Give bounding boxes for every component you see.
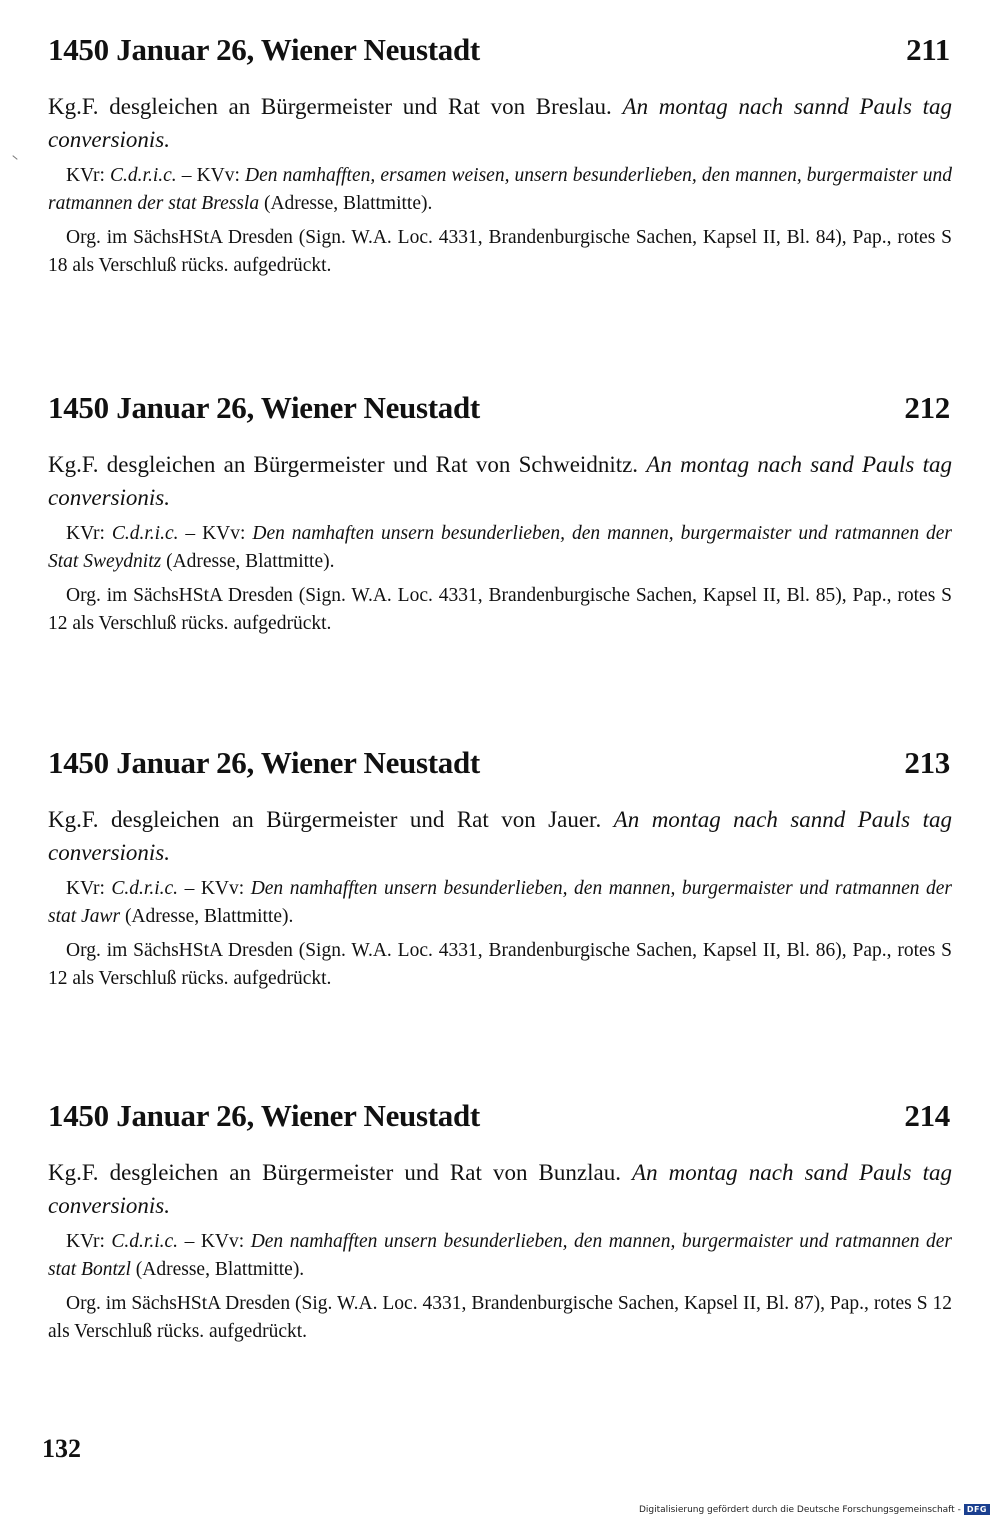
funding-footer [639,1504,990,1515]
entry-summary [48,90,952,156]
original-source: Org. im SächsHStA Dresden (Sign. W.A. Loc. 4331, Brandenburgische Sachen, Kapsel II, Bl. 85), Pap., rotes S 12 als Verschluß rücks. aufgedrückt. [48,585,952,634]
chancery-notes [48,1228,952,1284]
summary-date-formula: An montag nach sand Pauls tag conversionis. [48,1160,952,1218]
entry-number: 212 [904,390,950,425]
entry-date-place: 1450 Januar 26, Wiener Neustadt [48,1098,480,1133]
kvr-text: C.d.r.i.c. [111,523,179,544]
kvr-label: KVr: [66,165,111,186]
kvv-tail: (Adresse, Blattmitte). [130,1259,305,1280]
original-source: Org. im SächsHStA Dresden (Sig. W.A. Loc. 4331, Brandenburgische Sachen, Kapsel II, Bl. 87), Pap., rotes S 12 als Verschluß rücks. aufgedrückt. [48,1293,952,1342]
kvr-label: KVr: [66,1231,112,1252]
original-source: Org. im SächsHStA Dresden (Sign. W.A. Loc. 4331, Brandenburgische Sachen, Kapsel II, Bl. 84), Pap., rotes S 18 als Verschluß rücks. aufgedrückt. [48,227,952,276]
kvv-text: Den namhafften unsern besunderlieben, den mannen, burgermaister und ratmannen der stat Jawr [48,878,952,927]
summary-date-formula: An montag nach sannd Pauls tag conversionis. [48,94,952,152]
entry-211 [48,30,952,280]
entry-number: 213 [904,745,950,780]
entry-214 [48,1096,952,1346]
page-number: 132 [42,1434,81,1463]
summary-text: Kg.F. desgleichen an Bürgermeister und Rat von Bunzlau. [48,1160,633,1185]
entry-212 [48,388,952,638]
entry-heading [48,388,952,428]
kvv-tail: (Adresse, Blattmitte). [161,551,335,572]
chancery-notes [48,875,952,931]
dfg-logo-icon: DFG [964,1504,990,1515]
entry-date-place: 1450 Januar 26, Wiener Neustadt [48,32,480,67]
entry-213 [48,743,952,993]
entry-date-place: 1450 Januar 26, Wiener Neustadt [48,745,480,780]
summary-date-formula: An montag nach sand Pauls tag conversionis. [48,452,952,510]
entry-heading [48,743,952,783]
entry-summary [48,448,952,514]
kvr-text: C.d.r.i.c. [111,878,179,899]
entry-heading [48,1096,952,1136]
kvv-tail: (Adresse, Blattmitte). [120,906,294,927]
footer-text: Digitalisierung gefördert durch die Deutsche Forschungsgemeinschaft - [638,1504,961,1515]
chancery-notes [48,520,952,576]
kvv-label: – KVv: [176,165,246,186]
kvv-label: – KVv: [178,523,253,544]
kvr-label: KVr: [66,523,112,544]
entry-date-place: 1450 Januar 26, Wiener Neustadt [48,390,480,425]
kvv-text: Den namhafften, ersamen weisen, unsern besunderlieben, den mannen, burgermaister und ratmannen der stat Bressla [48,165,952,214]
entry-number: 214 [904,1098,950,1133]
summary-date-formula: An montag nach sannd Pauls tag conversionis. [48,807,952,865]
entry-summary [48,1156,952,1222]
kvv-text: Den namhafften unsern besunderlieben, den mannen, burgermaister und ratmannen der stat Bontzl [48,1231,952,1280]
entry-summary [48,803,952,869]
kvr-label: KVr: [66,878,112,899]
chancery-notes [48,162,952,218]
entry-number: 211 [906,32,950,67]
summary-text: Kg.F. desgleichen an Bürgermeister und Rat von Breslau. [48,94,623,119]
summary-text: Kg.F. desgleichen an Bürgermeister und Rat von Jauer. [48,807,614,832]
kvv-text: Den namhaften unsern besunderlieben, den mannen, burgermaister und ratmannen der Stat Sweydnitz [48,523,952,572]
kvr-text: C.d.r.i.c. [110,165,177,186]
margin-mark [12,155,17,160]
summary-text: Kg.F. desgleichen an Bürgermeister und Rat von Schweidnitz. [48,452,647,477]
entry-heading [48,30,952,70]
kvr-text: C.d.r.i.c. [111,1231,179,1252]
original-source: Org. im SächsHStA Dresden (Sign. W.A. Loc. 4331, Brandenburgische Sachen, Kapsel II, Bl. 86), Pap., rotes S 12 als Verschluß rücks. aufgedrückt. [48,940,952,989]
kvv-tail: (Adresse, Blattmitte). [259,193,433,214]
kvv-label: – KVv: [178,1231,251,1252]
kvv-label: – KVv: [178,878,251,899]
